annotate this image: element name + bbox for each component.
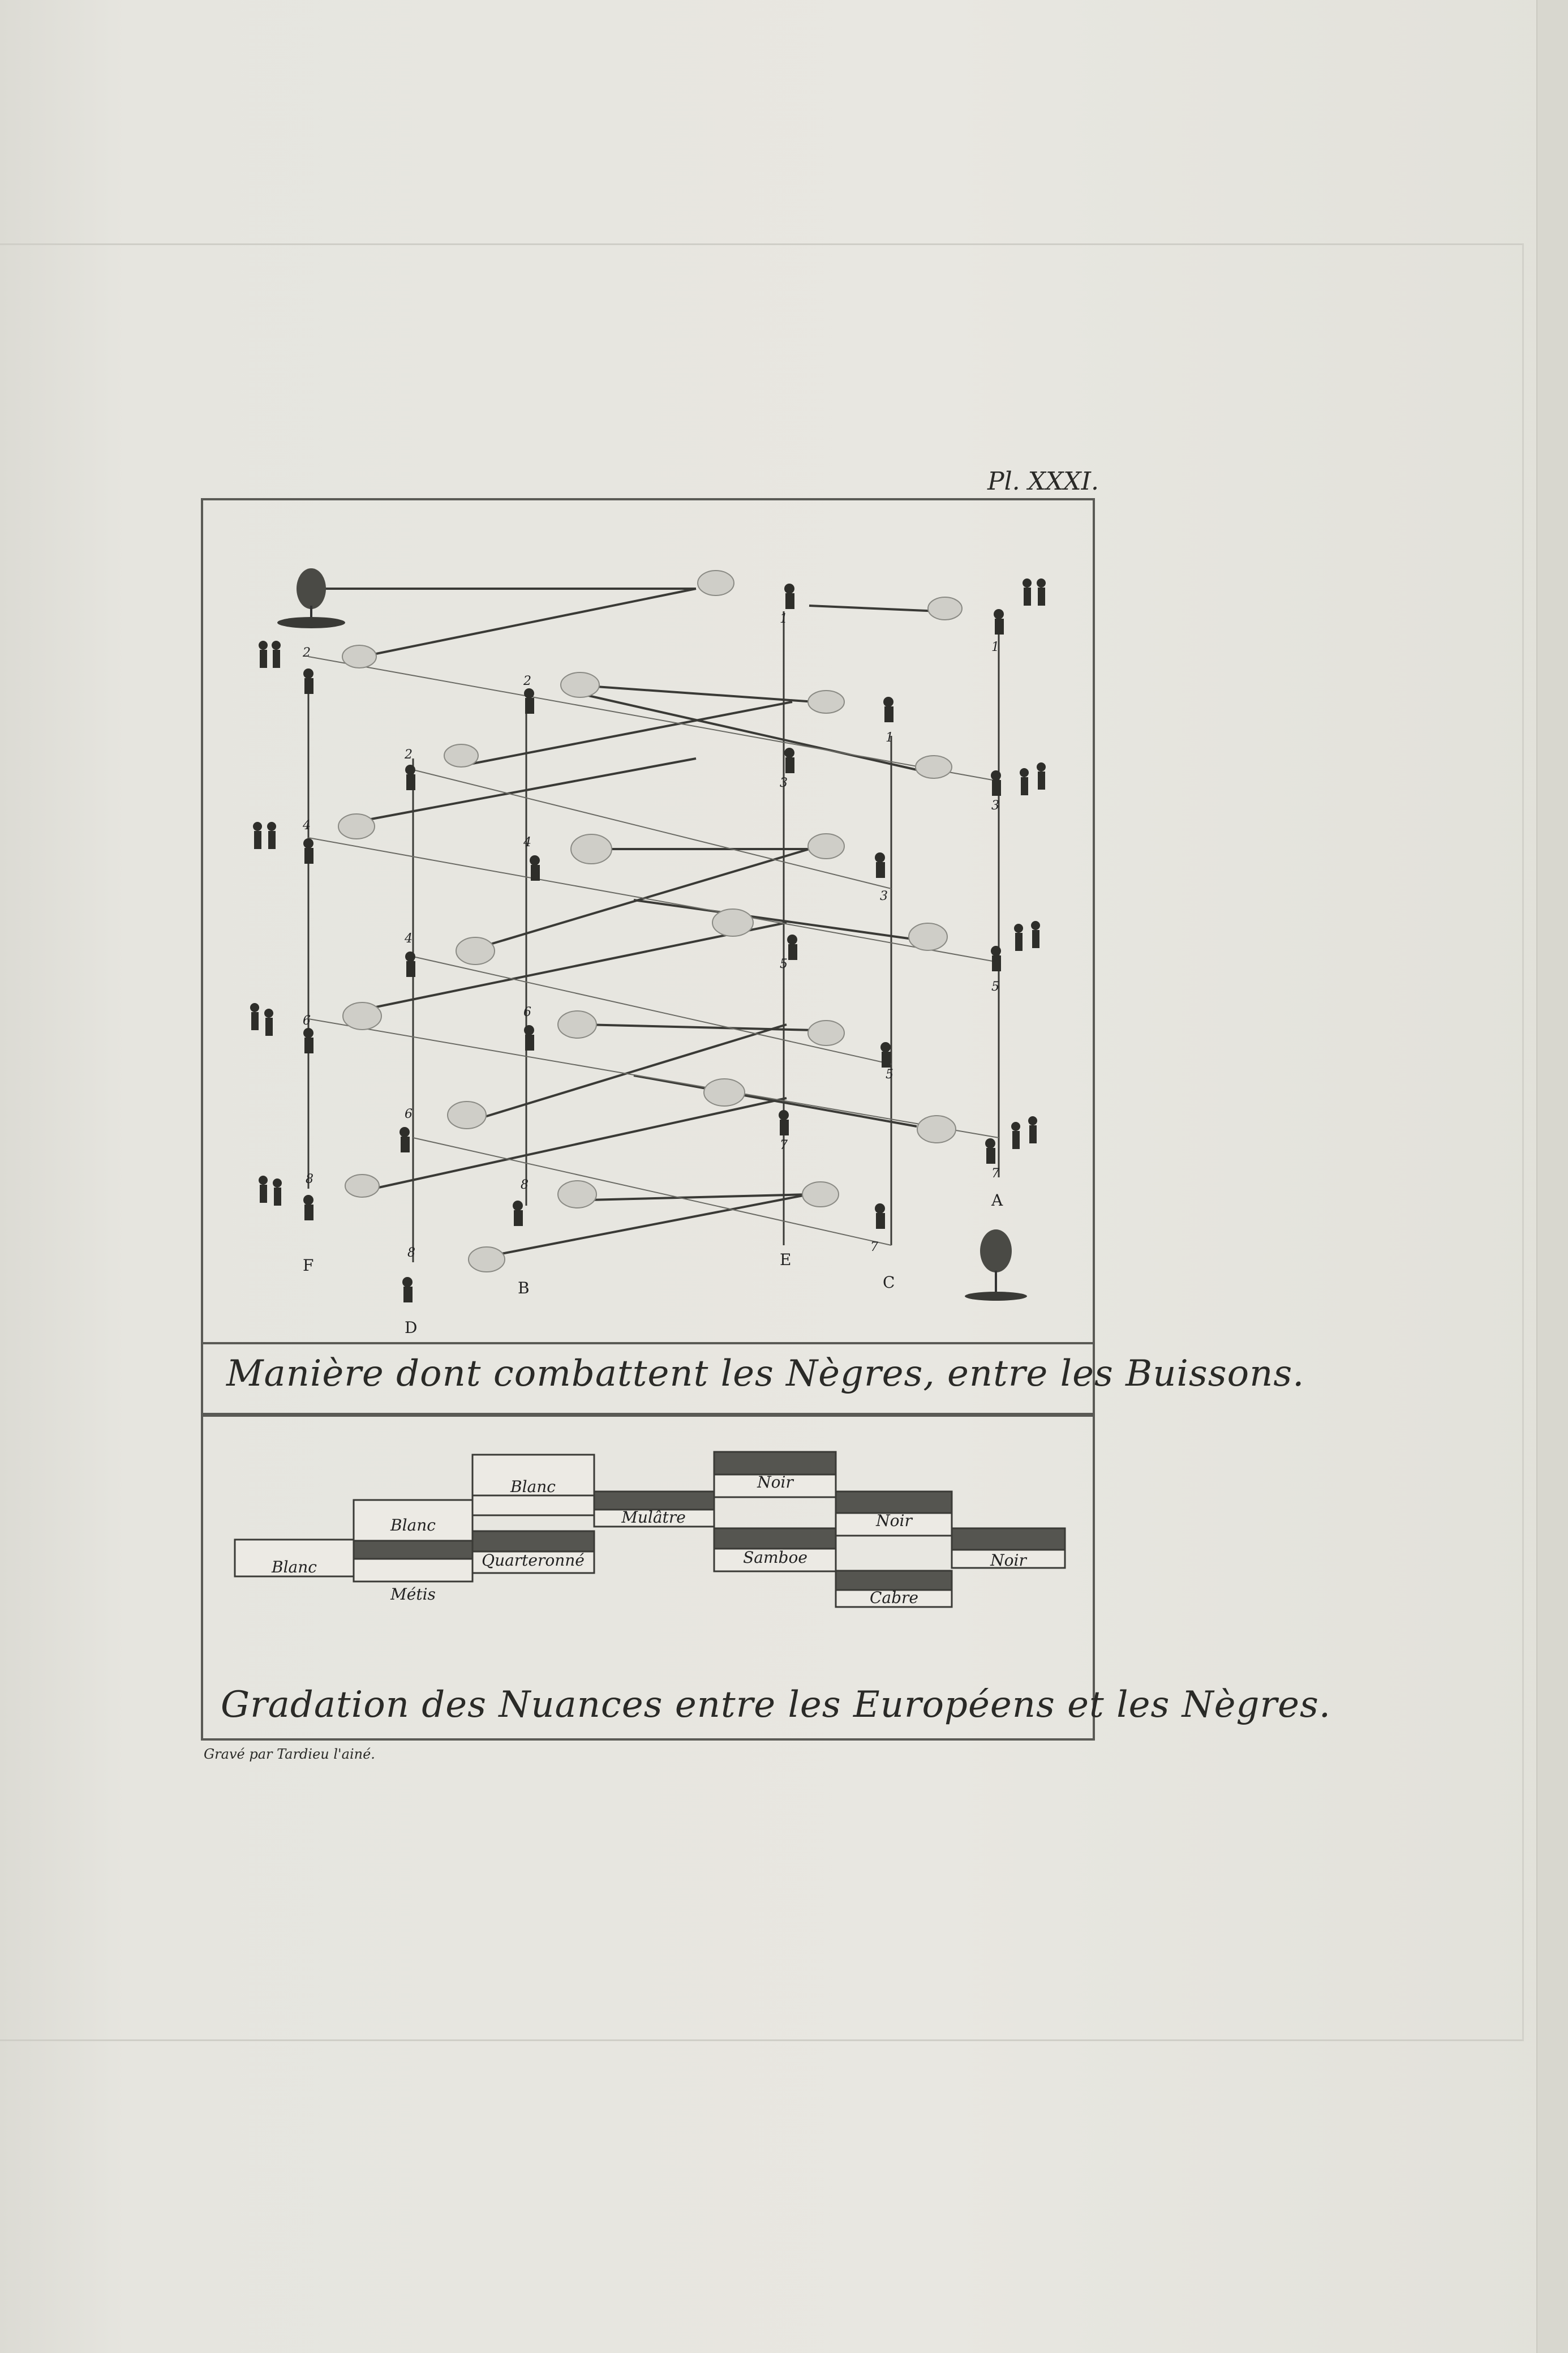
column-label-d: D [405,1318,418,1337]
position-number: 5 [886,1068,893,1082]
position-number: 1 [886,731,893,745]
caption-battle: Manière dont combattent les Nègres, entre les Buissons. [226,1353,1305,1395]
position-number: 8 [407,1246,415,1260]
column-label-a: A [991,1191,1003,1210]
position-number: 3 [991,799,999,813]
engraver-credit: Gravé par Tardieu l'ainé. [204,1746,375,1762]
position-number: 6 [405,1107,413,1121]
position-number: 7 [870,1240,878,1254]
position-number: 3 [780,776,788,790]
band-label-quarteronne: Quarteronné [482,1551,585,1570]
column-label-b: B [518,1279,530,1297]
band-label-noir-2: Noir [876,1511,912,1530]
position-number: 8 [306,1172,313,1186]
position-number: 2 [303,646,311,660]
position-number: 6 [303,1014,311,1028]
caption-gradation: Gradation des Nuances entre les Européens et les Nègres. [221,1684,1331,1726]
position-number: 7 [780,1138,788,1152]
band-label-cabre: Cabre [870,1588,918,1607]
position-number: 5 [780,957,788,971]
band-label-noir-3: Noir [990,1551,1026,1570]
column-label-e: E [780,1250,792,1269]
band-label-blanc-1: Blanc [272,1558,317,1576]
position-number: 8 [521,1178,529,1192]
band-label-blanc-3: Blanc [510,1477,556,1496]
column-label-f: F [303,1256,314,1275]
band-label-samboe: Samboe [743,1548,807,1567]
tree-icon [965,1229,1027,1301]
plate-number: Pl. XXXI. [987,467,1099,496]
band-label-mulatre: Mulâtre [621,1508,686,1527]
position-number: 5 [991,980,999,994]
position-number: 6 [523,1005,531,1019]
position-number: 3 [880,889,888,903]
band-label-noir-1: Noir [757,1473,793,1491]
position-number: 4 [303,818,311,833]
position-number: 4 [523,835,531,850]
position-number: 1 [780,612,788,626]
position-number: 4 [405,932,413,946]
band-label-blanc-2: Blanc [390,1516,436,1535]
position-number: 1 [991,640,999,654]
band-label-metis: Métis [390,1585,436,1604]
position-number: 7 [991,1167,999,1181]
tree-icon [277,568,345,628]
position-number: 2 [523,674,531,688]
position-number: 2 [405,748,413,762]
column-label-c: C [883,1273,895,1292]
